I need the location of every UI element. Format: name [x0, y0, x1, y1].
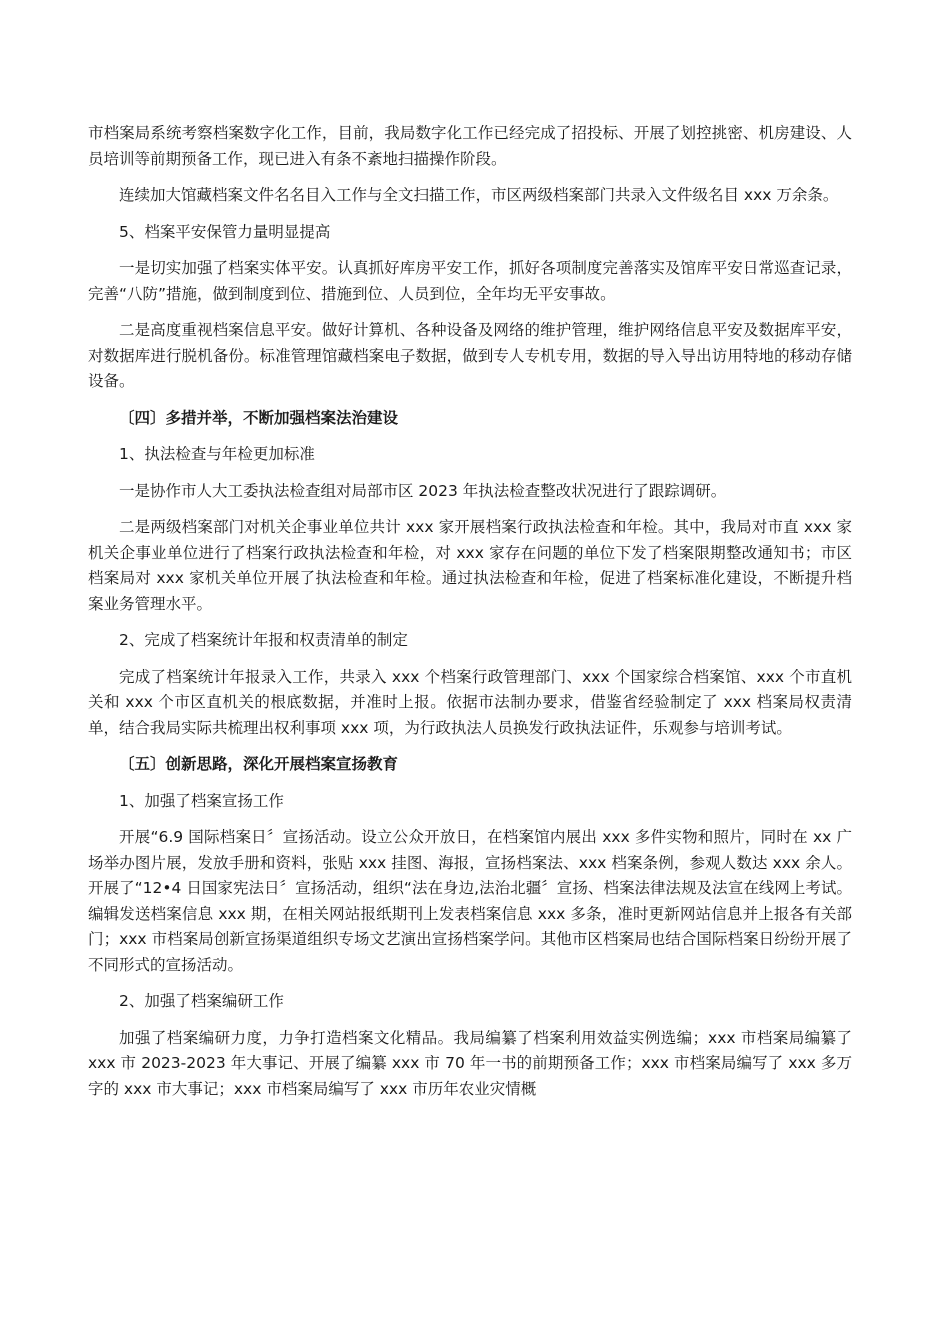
- subheading-law-enforcement-inspection: 1、执法检查与年检更加标准: [119, 445, 315, 463]
- paragraph-statistics-report: 完成了档案统计年报录入工作，共录入 xxx 个档案行政管理部门、xxx 个国家综合档案馆、xxx 个市直机关和 xxx 个市区直机关的根底数据，并准时上报。依据市法制办要求，借鉴省经验制定了 xxx 档案局权责清单，结合我局实际共梳理出权利事项 xxx 项，为行政执法人员换发行政执法证件，乐观参与培训考试。: [88, 667, 852, 737]
- section-heading-rule-of-law: 〔四〕多措并举，不断加强档案法治建设: [119, 408, 399, 427]
- paragraph-digitization: 市档案局系统考察档案数字化工作，目前，我局数字化工作已经完成了招投标、开展了划控挑密、机房建设、人员培训等前期预备工作，现已进入有条不紊地扫描操作阶段。: [88, 124, 852, 168]
- paragraph-annual-inspection: 二是两级档案部门对机关企事业单位共计 xxx 家开展档案行政执法检查和年检。其中，我局对市直 xxx 家机关企事业单位进行了档案行政执法检查和年检，对 xxx 家存在问题的单位下发了档案限期整改通知书；市区档案局对 xxx 家机关单位开展了执法检查和年检。通过执法检查和年检，促进了档案标准化建设，不断提升档案业务管理水平。: [88, 518, 852, 613]
- subheading-publicity-work: 1、加强了档案宣扬工作: [119, 791, 284, 810]
- paragraph-publicity-activities: 开展“6.9 国际档案日〞宣扬活动。设立公众开放日，在档案馆内展出 xxx 多件实物和照片，同时在 xx 广场举办图片展，发放手册和资料，张贴 xxx 挂图、海报，宣扬档案法、xxx 档案条例，参观人数达 xxx 余人。开展了“12•4 日国家宪法日〞宣扬活动，组织“法在身边,法治北疆〞宣扬、档案法律法规及法宣在线网上考试。编辑发送档案信息 xxx 期，在相关网站报纸期刊上发表档案信息 xxx 多条，准时更新网站信息并上报各有关部门；xxx 市档案局创新宣扬渠道组织专场文艺演出宣扬档案学问。其他市区档案局也结合国际档案日纷纷开展了不同形式的宣扬活动。: [88, 828, 852, 974]
- paragraph-physical-safety: 一是切实加强了档案实体平安。认真抓好库房平安工作，抓好各项制度完善落实及馆库平安日常巡查记录，完善“八防”措施，做到制度到位、措施到位、人员到位，全年均无平安事故。: [88, 259, 852, 303]
- document-body: [88, 121, 852, 1113]
- paragraph-catalog-entry: 连续加大馆藏档案文件名名目入工作与全文扫描工作，市区两级档案部门共录入文件级名目 xxx 万余条。: [119, 186, 839, 204]
- subheading-compilation-work: 2、加强了档案编研工作: [119, 992, 284, 1010]
- paragraph-information-safety: 二是高度重视档案信息平安。做好计算机、各种设备及网络的维护管理，维护网络信息平安及数据库平安，对数据库进行脱机备份。标准管理馆藏档案电子数据，做到专人专机专用，数据的导入导出访用特地的移动存储设备。: [88, 321, 852, 390]
- paragraph-compilation-work: 加强了档案编研力度，力争打造档案文化精品。我局编纂了档案利用效益实例选编；xxx 市档案局编纂了 xxx 市 2023-2023 年大事记、开展了编纂 xxx 市 70 年一书的前期预备工作；xxx 市档案局编写了 xxx 多万字的 xxx 市大事记；xxx 市档案局编写了 xxx 市历年农业灾情概: [88, 1028, 852, 1098]
- section-heading-publicity: 〔五〕创新思路，深化开展档案宣扬教育: [119, 755, 399, 773]
- subheading-statistics-report: 2、完成了档案统计年报和权责清单的制定: [119, 631, 408, 649]
- paragraph-inspection-followup: 一是协作市人大工委执法检查组对局部市区 2023 年执法检查整改状况进行了跟踪调研。: [119, 481, 727, 500]
- subheading-archive-safety: 5、档案平安保管力量明显提高: [119, 222, 331, 241]
